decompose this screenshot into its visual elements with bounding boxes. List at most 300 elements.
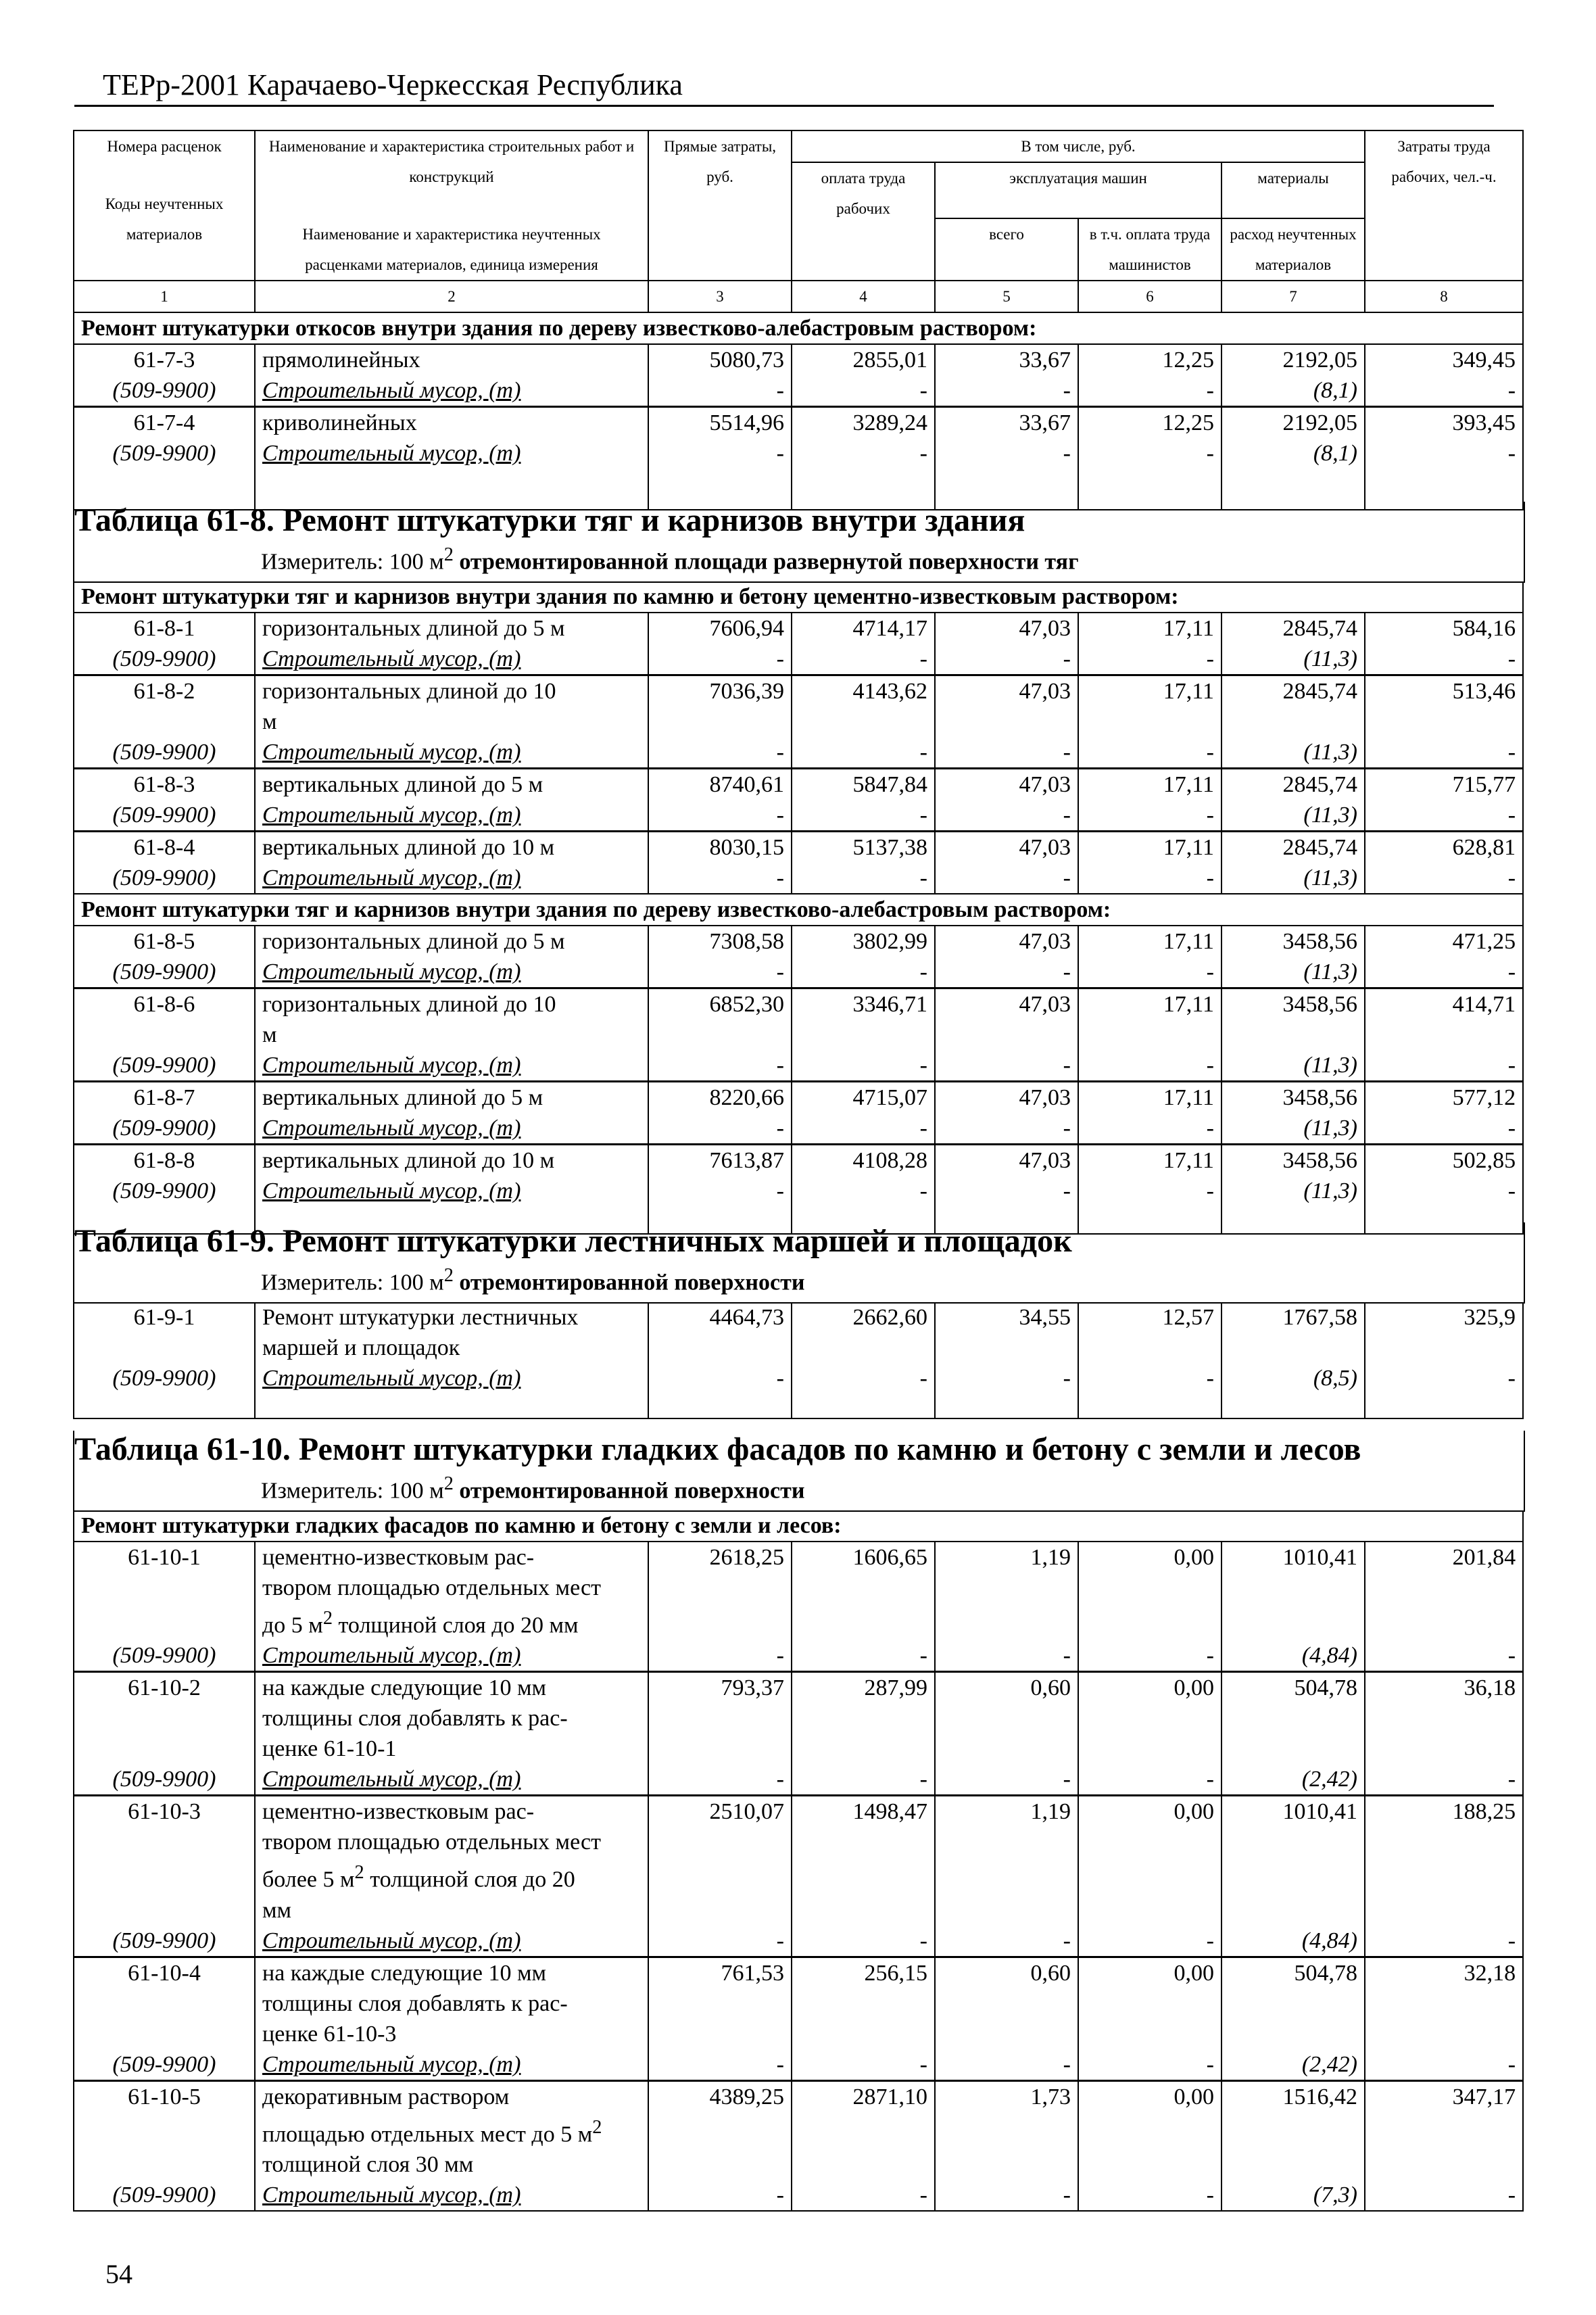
text: ценке 61-10-3 — [262, 2021, 397, 2047]
col-header-including: В том числе, руб. — [792, 130, 1365, 162]
table-cell: 61-7-3 — [74, 344, 255, 375]
table-cell: 0,60 — [935, 1957, 1078, 2049]
table-cell: 715,77 — [1365, 769, 1523, 801]
table-title: Таблица 61-9. Ремонт штукатурки лестничных маршей и площадок — [74, 1223, 1072, 1259]
table-cell: (509-9900) — [74, 2049, 255, 2081]
table-cell: - — [648, 1640, 792, 1672]
table-cell: 0,00 — [1078, 1672, 1222, 1765]
table-cell: - — [935, 737, 1078, 769]
table-cell: (509-9900) — [74, 1640, 255, 1672]
text: Коды неучтенных материалов — [105, 195, 224, 243]
text: маршей и площадок — [262, 1335, 460, 1360]
table-cell — [255, 1393, 648, 1418]
text: Измеритель: 100 м — [261, 1270, 444, 1295]
table-cell: 4389,25 — [648, 2080, 792, 2180]
table-row — [74, 1176, 1523, 1206]
table-cell: 8030,15 — [648, 832, 792, 863]
table-cell: 347,17 — [1365, 2080, 1523, 2180]
table-cell: 17,11 — [1078, 988, 1222, 1051]
table-cell — [255, 1542, 648, 1640]
table-cell: 2845,74 — [1222, 613, 1365, 644]
text: на каждые следующие 10 мм — [262, 1675, 547, 1701]
table-cell: 47,03 — [935, 675, 1078, 738]
table-cell: 61-10-5 — [74, 2080, 255, 2180]
table-cell: (509-9900) — [74, 1764, 255, 1796]
table-row — [74, 769, 1523, 801]
table-cell: - — [792, 1764, 935, 1796]
section-heading: Ремонт штукатурки тяг и карнизов внутри здания по дереву известково-алебастровым раствором: — [74, 894, 1523, 926]
table-cell: (509-9900) — [74, 1113, 255, 1145]
table-row — [74, 2180, 1523, 2211]
table-row — [74, 1050, 1523, 1082]
text — [262, 1603, 641, 1640]
table-cell: 2510,07 — [648, 1796, 792, 1926]
table-cell: - — [1078, 1640, 1222, 1672]
table-cell: Строительный мусор, (т) — [255, 1050, 648, 1082]
table-row — [74, 1393, 1523, 1418]
table-cell: 349,45 — [1365, 344, 1523, 375]
text: мм — [262, 1897, 292, 1923]
table-measure — [74, 544, 1524, 575]
table-cell: - — [648, 438, 792, 469]
table-cell: 47,03 — [935, 613, 1078, 644]
table-cell: (11,3) — [1222, 863, 1365, 894]
section-heading: Ремонт штукатурки гладких фасадов по камню и бетону с земли и лесов: — [74, 1510, 1523, 1542]
table-cell: 33,67 — [935, 407, 1078, 439]
table-cell: Строительный мусор, (т) — [255, 737, 648, 769]
table-cell: (8,5) — [1222, 1363, 1365, 1393]
table-cell: - — [792, 1926, 935, 1957]
table-cell: Строительный мусор, (т) — [255, 375, 648, 407]
table-cell: 12,25 — [1078, 344, 1222, 375]
table-cell: (509-9900) — [74, 1176, 255, 1206]
table-row — [74, 1764, 1523, 1796]
table-cell — [1078, 1393, 1222, 1418]
text: м — [262, 1022, 277, 1047]
table-cell: - — [1365, 1926, 1523, 1957]
text: Ремонт штукатурки лестничных — [262, 1305, 579, 1330]
table-cell: 5514,96 — [648, 407, 792, 439]
table-cell: (8,1) — [1222, 438, 1365, 469]
table-cell — [1222, 1393, 1365, 1418]
table-cell: Строительный мусор, (т) — [255, 957, 648, 988]
table-cell — [255, 675, 648, 738]
table-row — [74, 957, 1523, 988]
table-row — [74, 2080, 1523, 2180]
table-cell: - — [1078, 1926, 1222, 1957]
text: Наименование и характеристика строительных работ и конструкций — [268, 138, 635, 185]
table-cell: - — [1078, 800, 1222, 832]
table-cell: - — [935, 438, 1078, 469]
rates-table-61-8 — [73, 581, 1524, 1235]
col-header-names — [255, 130, 648, 281]
table-cell: - — [935, 1926, 1078, 1957]
table-cell: 1010,41 — [1222, 1796, 1365, 1926]
table-cell: 17,11 — [1078, 769, 1222, 801]
table-row — [74, 613, 1523, 644]
table-cell: 47,03 — [935, 832, 1078, 863]
table-cell: 17,11 — [1078, 1082, 1222, 1114]
table-cell: 3458,56 — [1222, 1082, 1365, 1114]
page-header-title: ТЕРр-2001 Карачаево-Черкесская Республика — [103, 68, 683, 101]
table-cell: (509-9900) — [74, 644, 255, 675]
table-cell: 8220,66 — [648, 1082, 792, 1114]
table-cell: - — [935, 2049, 1078, 2081]
table-cell: 17,11 — [1078, 675, 1222, 738]
table-cell — [255, 1672, 648, 1765]
text: 2 — [354, 1862, 364, 1884]
table-cell: 504,78 — [1222, 1957, 1365, 2049]
table-cell: - — [1078, 1764, 1222, 1796]
section-heading: Ремонт штукатурки откосов внутри здания по дереву известково-алебастровым раствором: — [74, 312, 1523, 344]
table-cell: 256,15 — [792, 1957, 935, 2049]
text: цементно-известковым рас- — [262, 1799, 535, 1825]
col-header-materials: материалы — [1222, 162, 1365, 218]
table-cell — [648, 1393, 792, 1418]
table-cell: 188,25 — [1365, 1796, 1523, 1926]
table-cell: 3346,71 — [792, 988, 935, 1051]
table-cell: 1,73 — [935, 2080, 1078, 2180]
table-cell: 4143,62 — [792, 675, 935, 738]
text: отремонтированной поверхности — [453, 1478, 805, 1504]
table-cell: прямолинейных — [255, 344, 648, 375]
table-cell: 17,11 — [1078, 926, 1222, 957]
table-cell: 2 — [255, 281, 648, 312]
table-cell: - — [792, 2180, 935, 2211]
table-cell: - — [1365, 2049, 1523, 2081]
table-row — [74, 894, 1523, 926]
table-cell: - — [935, 1113, 1078, 1145]
table-cell: 1767,58 — [1222, 1302, 1365, 1363]
table-cell: (509-9900) — [74, 1363, 255, 1393]
table-cell: 32,18 — [1365, 1957, 1523, 2049]
table-cell: - — [935, 375, 1078, 407]
table-row — [74, 1145, 1523, 1176]
table-cell: 1,19 — [935, 1796, 1078, 1926]
table-cell: (11,3) — [1222, 737, 1365, 769]
table-cell: 61-8-2 — [74, 675, 255, 738]
table-cell: - — [1078, 863, 1222, 894]
table-cell: - — [1078, 2049, 1222, 2081]
table-measure — [74, 1265, 1524, 1295]
table-cell: 0,00 — [1078, 1796, 1222, 1926]
table-cell: (509-9900) — [74, 737, 255, 769]
table-cell: - — [648, 1764, 792, 1796]
table-cell: - — [1365, 1764, 1523, 1796]
table-cell: - — [792, 737, 935, 769]
text: горизонтальных длиной до 10 — [262, 679, 556, 704]
table-cell: - — [1365, 1176, 1523, 1206]
table-cell: - — [648, 2180, 792, 2211]
col-header-codes — [74, 130, 255, 281]
table-cell: Строительный мусор, (т) — [255, 1640, 648, 1672]
table-cell: - — [648, 863, 792, 894]
table-row — [74, 581, 1523, 613]
table-cell: - — [648, 1926, 792, 1957]
table-cell: 1606,65 — [792, 1542, 935, 1640]
table-cell: - — [935, 1363, 1078, 1393]
table-cell: горизонтальных длиной до 5 м — [255, 926, 648, 957]
table-cell: (509-9900) — [74, 800, 255, 832]
table-row — [74, 2049, 1523, 2081]
table-cell: вертикальных длиной до 10 м — [255, 832, 648, 863]
table-cell: - — [648, 957, 792, 988]
table-measure — [74, 1473, 1524, 1504]
table-cell — [255, 988, 648, 1051]
table-row — [74, 1510, 1523, 1542]
table-cell: - — [935, 863, 1078, 894]
text: отремонтированной поверхности — [453, 1270, 805, 1295]
table-cell: - — [1078, 1176, 1222, 1206]
table-cell: вертикальных длиной до 10 м — [255, 1145, 648, 1176]
text: толщиной слоя до 20 — [364, 1867, 575, 1892]
table-cell: - — [1365, 1113, 1523, 1145]
table-cell: (509-9900) — [74, 375, 255, 407]
text: отремонтированной площади развернутой поверхности тяг — [453, 549, 1079, 575]
table-cell: 5137,38 — [792, 832, 935, 863]
table-cell: 17,11 — [1078, 832, 1222, 863]
table-row — [74, 1302, 1523, 1363]
table-cell: 1,19 — [935, 1542, 1078, 1640]
table-cell: Строительный мусор, (т) — [255, 1926, 648, 1957]
table-cell: 12,57 — [1078, 1302, 1222, 1363]
text: 2 — [322, 1608, 333, 1629]
table-cell: 2855,01 — [792, 344, 935, 375]
table-cell: (11,3) — [1222, 1050, 1365, 1082]
table-cell: 5847,84 — [792, 769, 935, 801]
table-cell: (509-9900) — [74, 1050, 255, 1082]
table-cell: - — [1078, 438, 1222, 469]
table-cell: 628,81 — [1365, 832, 1523, 863]
table-cell: 61-8-5 — [74, 926, 255, 957]
table-cell: 1516,42 — [1222, 2080, 1365, 2180]
text: толщины слоя добавлять к рас- — [262, 1990, 568, 2016]
table-cell: 2662,60 — [792, 1302, 935, 1363]
col-header-material-use: расход неучтенных материалов — [1222, 218, 1365, 281]
table-cell: - — [1365, 863, 1523, 894]
table-cell: 3802,99 — [792, 926, 935, 957]
text: 2 — [443, 1473, 454, 1494]
table-cell: 6852,30 — [648, 988, 792, 1051]
table-cell: (7,3) — [1222, 2180, 1365, 2211]
table-cell: 393,45 — [1365, 407, 1523, 439]
table-row — [74, 737, 1523, 769]
table-cell: - — [1365, 438, 1523, 469]
table-cell: 7 — [1222, 281, 1365, 312]
table-cell: 2871,10 — [792, 2080, 935, 2180]
table-cell: - — [935, 644, 1078, 675]
table-cell: - — [792, 1050, 935, 1082]
table-cell — [255, 1796, 648, 1926]
table-cell: (11,3) — [1222, 1113, 1365, 1145]
table-cell: 3458,56 — [1222, 988, 1365, 1051]
table-cell: 4464,73 — [648, 1302, 792, 1363]
table-cell: 2618,25 — [648, 1542, 792, 1640]
table-cell: - — [1365, 1363, 1523, 1393]
table-cell: 47,03 — [935, 988, 1078, 1051]
table-cell: 33,67 — [935, 344, 1078, 375]
table-row — [74, 312, 1523, 344]
table-cell: Строительный мусор, (т) — [255, 438, 648, 469]
table-cell: Строительный мусор, (т) — [255, 2049, 648, 2081]
table-cell: - — [792, 957, 935, 988]
table-cell: 3458,56 — [1222, 926, 1365, 957]
table-cell: (4,84) — [1222, 1640, 1365, 1672]
table-cell: 6 — [1078, 281, 1222, 312]
table-cell: - — [1365, 644, 1523, 675]
table-cell: - — [648, 2049, 792, 2081]
table-cell: (509-9900) — [74, 863, 255, 894]
table-cell: 61-10-4 — [74, 1957, 255, 2049]
col-header-total: всего — [935, 218, 1078, 281]
text: Наименование и характеристика неучтенных расценками материалов, единица измерения — [302, 226, 601, 273]
table-cell: 61-8-4 — [74, 832, 255, 863]
table-cell: - — [1078, 957, 1222, 988]
text: Измеритель: 100 м — [261, 1478, 444, 1504]
table-cell: - — [792, 800, 935, 832]
table-cell — [935, 1393, 1078, 1418]
table-cell: 36,18 — [1365, 1672, 1523, 1765]
col-header-machines: эксплуатация машин — [935, 162, 1222, 218]
table-cell: (2,42) — [1222, 1764, 1365, 1796]
table-cell: - — [792, 1363, 935, 1393]
table-cell: (509-9900) — [74, 1926, 255, 1957]
table-cell: - — [1078, 2180, 1222, 2211]
rates-table-61-7 — [73, 130, 1524, 510]
table-cell: - — [1365, 800, 1523, 832]
table-cell: - — [792, 863, 935, 894]
table-cell: 61-8-6 — [74, 988, 255, 1051]
text: 2 — [443, 1265, 454, 1286]
table-cell: 2845,74 — [1222, 832, 1365, 863]
text — [262, 2112, 641, 2149]
table-cell: вертикальных длиной до 5 м — [255, 769, 648, 801]
table-cell: 47,03 — [935, 926, 1078, 957]
table-cell: вертикальных длиной до 5 м — [255, 1082, 648, 1114]
table-cell: (8,1) — [1222, 375, 1365, 407]
table-row — [74, 675, 1523, 738]
table-cell: - — [648, 375, 792, 407]
table-row — [74, 1113, 1523, 1145]
table-cell: (11,3) — [1222, 800, 1365, 832]
text: твором площадью отдельных мест — [262, 1575, 601, 1600]
table-cell: 7606,94 — [648, 613, 792, 644]
table-cell: - — [1078, 1050, 1222, 1082]
table-cell: - — [935, 1176, 1078, 1206]
table-cell: - — [792, 2049, 935, 2081]
table-cell: - — [935, 1640, 1078, 1672]
header-rule — [74, 105, 1494, 107]
table-cell: 61-7-4 — [74, 407, 255, 439]
text: ценке 61-10-1 — [262, 1736, 397, 1762]
table-cell: (11,3) — [1222, 644, 1365, 675]
table-row — [74, 281, 1523, 312]
table-cell: - — [792, 644, 935, 675]
table-cell: - — [648, 644, 792, 675]
table-cell: - — [648, 1363, 792, 1393]
table-cell: - — [935, 1764, 1078, 1796]
col-header-machinist-wages: в т.ч. оплата труда машинистов — [1078, 218, 1222, 281]
table-cell: 414,71 — [1365, 988, 1523, 1051]
table-row — [74, 1363, 1523, 1393]
table-cell: Строительный мусор, (т) — [255, 1363, 648, 1393]
text: на каждые следующие 10 мм — [262, 1960, 547, 1986]
table-row — [74, 1957, 1523, 2049]
table-cell: - — [1365, 1050, 1523, 1082]
table-cell: - — [935, 957, 1078, 988]
table-cell: (11,3) — [1222, 1176, 1365, 1206]
section-heading: Ремонт штукатурки тяг и карнизов внутри здания по камню и бетону цементно-известковым раствором: — [74, 581, 1523, 613]
table-cell: (2,42) — [1222, 2049, 1365, 2081]
table-row — [74, 344, 1523, 375]
table-cell: - — [648, 1113, 792, 1145]
table-cell: - — [648, 1176, 792, 1206]
text: твором площадью отдельных мест — [262, 1830, 601, 1855]
table-cell: 504,78 — [1222, 1672, 1365, 1765]
table-cell: - — [935, 2180, 1078, 2211]
table-cell: - — [1365, 1640, 1523, 1672]
table-cell: 0,00 — [1078, 2080, 1222, 2180]
table-cell: 793,37 — [648, 1672, 792, 1765]
table-cell: 325,9 — [1365, 1302, 1523, 1363]
table-cell: 3 — [648, 281, 792, 312]
table-cell: 4715,07 — [792, 1082, 935, 1114]
table-cell: 61-8-7 — [74, 1082, 255, 1114]
text: Номера расценок — [107, 138, 222, 155]
table-cell: 7036,39 — [648, 675, 792, 738]
table-cell: - — [1078, 1113, 1222, 1145]
table-row — [74, 1082, 1523, 1114]
table-cell: Строительный мусор, (т) — [255, 800, 648, 832]
table-cell: 577,12 — [1365, 1082, 1523, 1114]
table-cell: 1010,41 — [1222, 1542, 1365, 1640]
table-cell: 61-10-2 — [74, 1672, 255, 1765]
table-row — [74, 988, 1523, 1051]
table-cell: - — [792, 1113, 935, 1145]
table-cell: Строительный мусор, (т) — [255, 644, 648, 675]
table-cell: 2845,74 — [1222, 769, 1365, 801]
table-cell: 4108,28 — [792, 1145, 935, 1176]
table-cell: 47,03 — [935, 1145, 1078, 1176]
table-cell: 513,46 — [1365, 675, 1523, 738]
table-61-10-caption — [73, 1431, 1525, 1512]
table-cell: (509-9900) — [74, 438, 255, 469]
table-row — [74, 1640, 1523, 1672]
table-title: Таблица 61-10. Ремонт штукатурки гладких фасадов по камню и бетону с земли и лесов — [74, 1431, 1361, 1467]
col-header-wages: оплата труда рабочих — [792, 162, 935, 281]
table-cell: Строительный мусор, (т) — [255, 2180, 648, 2211]
text: 2 — [592, 2116, 602, 2138]
table-cell: 7308,58 — [648, 926, 792, 957]
table-cell: (11,3) — [1222, 957, 1365, 988]
table-cell: - — [935, 800, 1078, 832]
table-cell: 17,11 — [1078, 1145, 1222, 1176]
table-cell: 471,25 — [1365, 926, 1523, 957]
table-cell — [1365, 1393, 1523, 1418]
table-61-9-caption — [73, 1222, 1525, 1304]
table-title: Таблица 61-8. Ремонт штукатурки тяг и карнизов внутри здания — [74, 502, 1025, 538]
table-cell: Строительный мусор, (т) — [255, 1764, 648, 1796]
table-row — [74, 1926, 1523, 1957]
table-cell: 8740,61 — [648, 769, 792, 801]
table-cell: - — [1365, 375, 1523, 407]
text: толщины слоя добавлять к рас- — [262, 1706, 568, 1732]
table-cell: 61-8-1 — [74, 613, 255, 644]
table-cell: 61-10-3 — [74, 1796, 255, 1926]
table-cell: - — [1078, 737, 1222, 769]
text: до 5 м — [262, 1613, 323, 1638]
table-cell: 1498,47 — [792, 1796, 935, 1926]
